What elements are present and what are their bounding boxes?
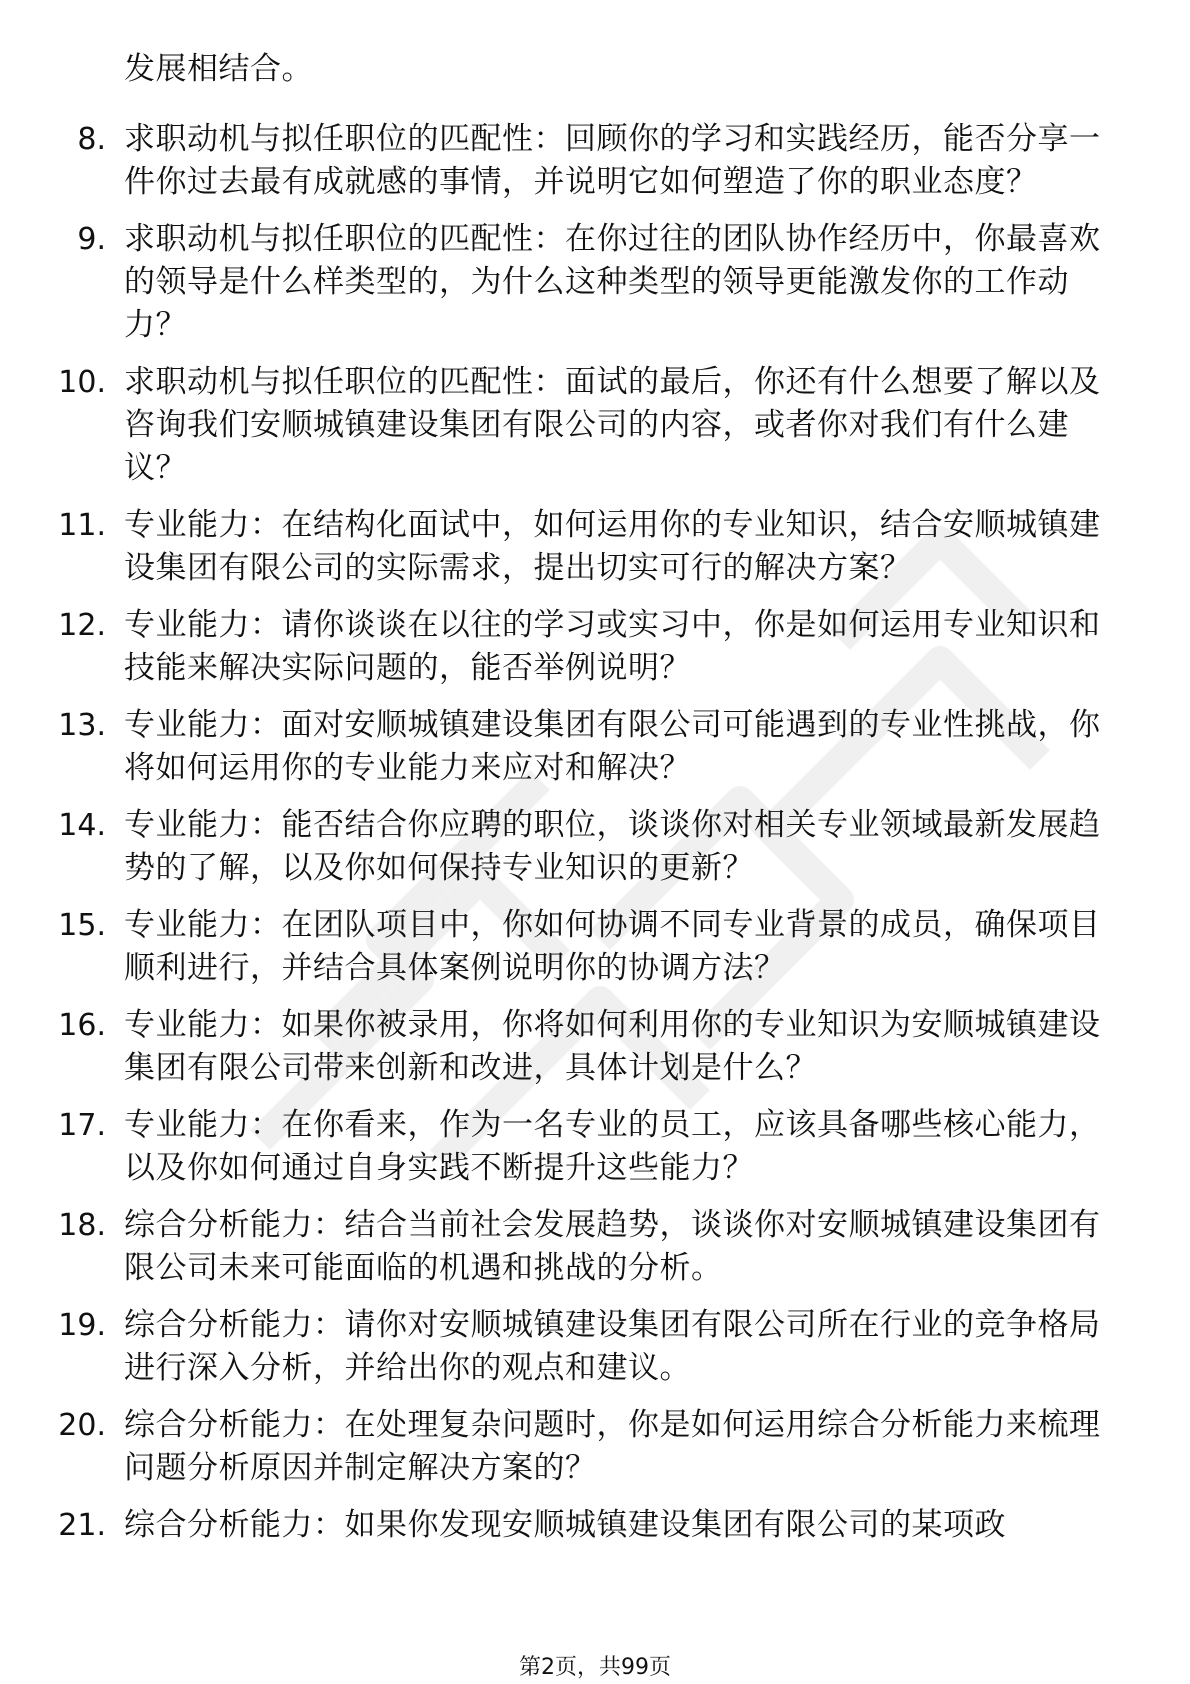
list-item bbox=[0, 361, 1190, 490]
question-text: 综合分析能力：如果你发现安顺城镇建设集团有限公司的某项政 bbox=[124, 1507, 1006, 1543]
question-text: 综合分析能力：结合当前社会发展趋势，谈谈你对安顺城镇建设集团有限公司未来可能面临的机遇和挑战的分析。 bbox=[124, 1207, 1101, 1286]
question-text: 专业能力：在团队项目中，你如何协调不同专业背景的成员，确保项目顺利进行，并结合具体案例说明你的协调方法？ bbox=[124, 907, 1101, 986]
list-item bbox=[0, 1404, 1190, 1490]
question-text: 专业能力：请你谈谈在以往的学习或实习中，你是如何运用专业知识和技能来解决实际问题的，能否举例说明？ bbox=[124, 607, 1101, 686]
question-list bbox=[0, 118, 1190, 1561]
question-text: 求职动机与拟任职位的匹配性：回顾你的学习和实践经历，能否分享一件你过去最有成就感的事情，并说明它如何塑造了你的职业态度？ bbox=[124, 121, 1101, 200]
page-footer: 第2页，共99页 bbox=[519, 1655, 671, 1680]
question-number: 16. bbox=[58, 1008, 106, 1043]
question-number: 17. bbox=[58, 1108, 106, 1143]
question-text: 综合分析能力：在处理复杂问题时，你是如何运用综合分析能力来梳理问题分析原因并制定解决方案的？ bbox=[124, 1407, 1101, 1486]
question-text: 专业能力：在结构化面试中，如何运用你的专业知识，结合安顺城镇建设集团有限公司的实际需求，提出切实可行的解决方案？ bbox=[124, 507, 1101, 586]
list-item bbox=[0, 604, 1190, 690]
list-item bbox=[0, 904, 1190, 990]
question-number: 19. bbox=[58, 1308, 106, 1343]
question-text: 求职动机与拟任职位的匹配性：面试的最后，你还有什么想要了解以及咨询我们安顺城镇建设集团有限公司的内容，或者你对我们有什么建议？ bbox=[124, 364, 1101, 486]
list-item bbox=[0, 118, 1190, 204]
question-number: 13. bbox=[58, 708, 106, 743]
list-item bbox=[0, 1104, 1190, 1190]
list-item bbox=[0, 804, 1190, 890]
question-number: 10. bbox=[58, 365, 106, 400]
question-number: 20. bbox=[58, 1408, 106, 1443]
question-number: 18. bbox=[58, 1208, 106, 1243]
question-text: 专业能力：面对安顺城镇建设集团有限公司可能遇到的专业性挑战，你将如何运用你的专业能力来应对和解决？ bbox=[124, 707, 1101, 786]
list-item bbox=[0, 504, 1190, 590]
question-text: 专业能力：在你看来，作为一名专业的员工，应该具备哪些核心能力，以及你如何通过自身实践不断提升这些能力？ bbox=[124, 1107, 1101, 1186]
question-number: 12. bbox=[58, 608, 106, 643]
question-number: 21. bbox=[58, 1508, 106, 1543]
list-item bbox=[0, 1204, 1190, 1290]
question-number: 11. bbox=[58, 508, 106, 543]
continuation-text: 发展相结合。 bbox=[124, 51, 313, 87]
list-item bbox=[0, 218, 1190, 347]
question-number: 9. bbox=[77, 222, 106, 257]
question-text: 求职动机与拟任职位的匹配性：在你过往的团队协作经历中，你最喜欢的领导是什么样类型的，为什么这种类型的领导更能激发你的工作动力？ bbox=[124, 221, 1101, 343]
list-item bbox=[0, 704, 1190, 790]
list-item bbox=[0, 1004, 1190, 1090]
list-item bbox=[0, 1504, 1190, 1547]
question-text: 综合分析能力：请你对安顺城镇建设集团有限公司所在行业的竞争格局进行深入分析，并给出你的观点和建议。 bbox=[124, 1307, 1101, 1386]
question-number: 8. bbox=[77, 122, 106, 157]
question-number: 15. bbox=[58, 908, 106, 943]
list-item bbox=[0, 1304, 1190, 1390]
question-number: 14. bbox=[58, 808, 106, 843]
question-text: 专业能力：如果你被录用，你将如何利用你的专业知识为安顺城镇建设集团有限公司带来创新和改进，具体计划是什么？ bbox=[124, 1007, 1101, 1086]
question-text: 专业能力：能否结合你应聘的职位，谈谈你对相关专业领域最新发展趋势的了解，以及你如何保持专业知识的更新？ bbox=[124, 807, 1101, 886]
